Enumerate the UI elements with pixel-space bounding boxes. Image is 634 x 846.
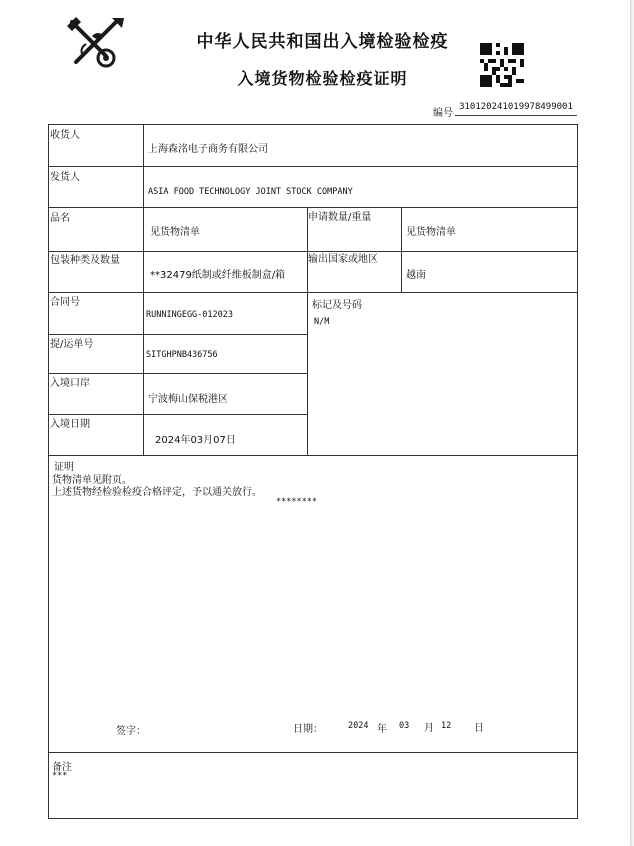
qr-code-icon xyxy=(480,43,524,87)
quantity-label: 申请数量/重量 xyxy=(308,212,372,223)
certificate-stars: ******** xyxy=(276,497,317,507)
marks-label: 标记及号码 xyxy=(312,300,362,311)
quantity-value: 见货物清单 xyxy=(406,227,456,238)
contract-value: RUNNINGEGG-012023 xyxy=(146,310,233,320)
origin-country-value: 越南 xyxy=(406,270,426,281)
package-value: **32479纸制或纤维板制盒/箱 xyxy=(150,270,286,281)
contract-label: 合同号 xyxy=(50,297,80,308)
bill-of-lading-value: SITGHPNB436756 xyxy=(146,350,218,360)
consignor-value: ASIA FOOD TECHNOLOGY JOINT STOCK COMPANY xyxy=(148,187,353,197)
remarks-label: 备注 xyxy=(52,762,72,773)
sign-year-unit: 年 xyxy=(377,724,387,735)
entry-date-value: 2024年03月07日 xyxy=(155,435,236,446)
entry-port-label: 入境口岸 xyxy=(50,378,90,389)
sign-month-unit: 月 xyxy=(424,723,434,734)
origin-country-label: 输出国家或地区 xyxy=(308,254,378,265)
consignee-label: 收货人 xyxy=(50,130,80,141)
goods-name-label: 品名 xyxy=(50,213,70,224)
signature-label: 签字： xyxy=(116,726,146,737)
marks-value: N/M xyxy=(314,317,330,327)
sign-day: 12 xyxy=(441,721,452,731)
sign-month: 03 xyxy=(399,721,410,731)
sign-year: 2024 xyxy=(348,721,369,731)
entry-date-label: 入境日期 xyxy=(50,419,90,430)
sign-date-label: 日期： xyxy=(293,724,323,735)
bill-of-lading-label: 提/运单号 xyxy=(50,339,94,350)
serial-number: 310120241019978499001 xyxy=(455,102,577,116)
certificate-line-2: 上述货物经检验检疫合格评定，予以通关放行。 xyxy=(52,487,262,498)
package-label: 包装种类及数量 xyxy=(50,255,120,266)
certificate-label: 证明 xyxy=(54,462,74,473)
consignee-value: 上海森洺电子商务有限公司 xyxy=(148,144,268,155)
document-title: 中华人民共和国出入境检验检疫 xyxy=(196,32,449,52)
sign-day-unit: 日 xyxy=(474,723,484,734)
consignor-label: 发货人 xyxy=(50,172,80,183)
ciq-emblem-icon xyxy=(62,14,132,70)
entry-port-value: 宁波梅山保税港区 xyxy=(148,394,228,405)
document-subtitle: 入境货物检验检疫证明 xyxy=(237,69,408,88)
certificate-line-1: 货物清单见附页。 xyxy=(52,475,132,486)
serial-label: 编号 xyxy=(433,108,453,119)
remarks-value: *** xyxy=(52,771,68,781)
goods-name-value: 见货物清单 xyxy=(150,227,200,238)
